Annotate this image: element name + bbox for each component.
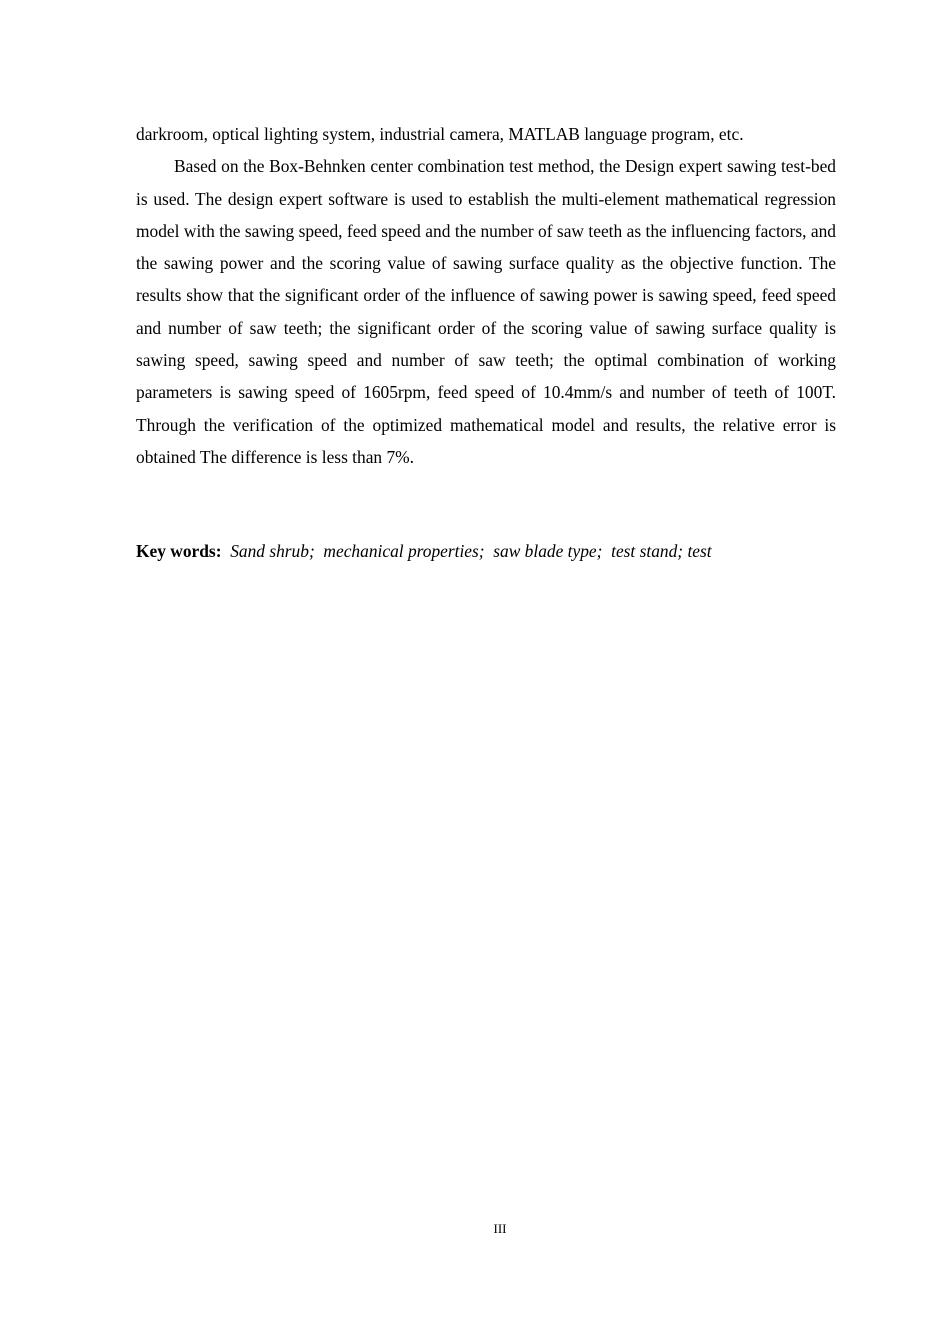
abstract-paragraph: Based on the Box-Behnken center combination test method, the Design expert sawing test-bed is used. The design expert software is used to establish the multi-element mathematical regression model with the sawing speed, feed speed and the number of saw teeth as the influencing factors, and the sawing power and the scoring value of sawing surface quality as the objective function. The results show that the significant order of the influence of sawing power is sawing speed, feed speed and number of saw teeth; the significant order of the scoring value of sawing surface quality is sawing speed, sawing speed and number of saw teeth; the optimal combination of working parameters is sawing speed of 1605rpm, feed speed of 10.4mm/s and number of teeth of 100T. Through the verification of the optimized mathematical model and results, the relative error is obtained The difference is less than 7%.: [136, 156, 836, 467]
keywords-list: Sand shrub; mechanical properties; saw blade type; test stand; test: [221, 541, 712, 561]
keywords-line: [136, 535, 836, 567]
keywords-label: Key words:: [136, 541, 222, 561]
page-number: III: [493, 1221, 507, 1236]
abstract-paragraph-continued: darkroom, optical lighting system, industrial camera, MATLAB language program, etc.: [136, 124, 744, 144]
abstract-body: [136, 118, 836, 473]
